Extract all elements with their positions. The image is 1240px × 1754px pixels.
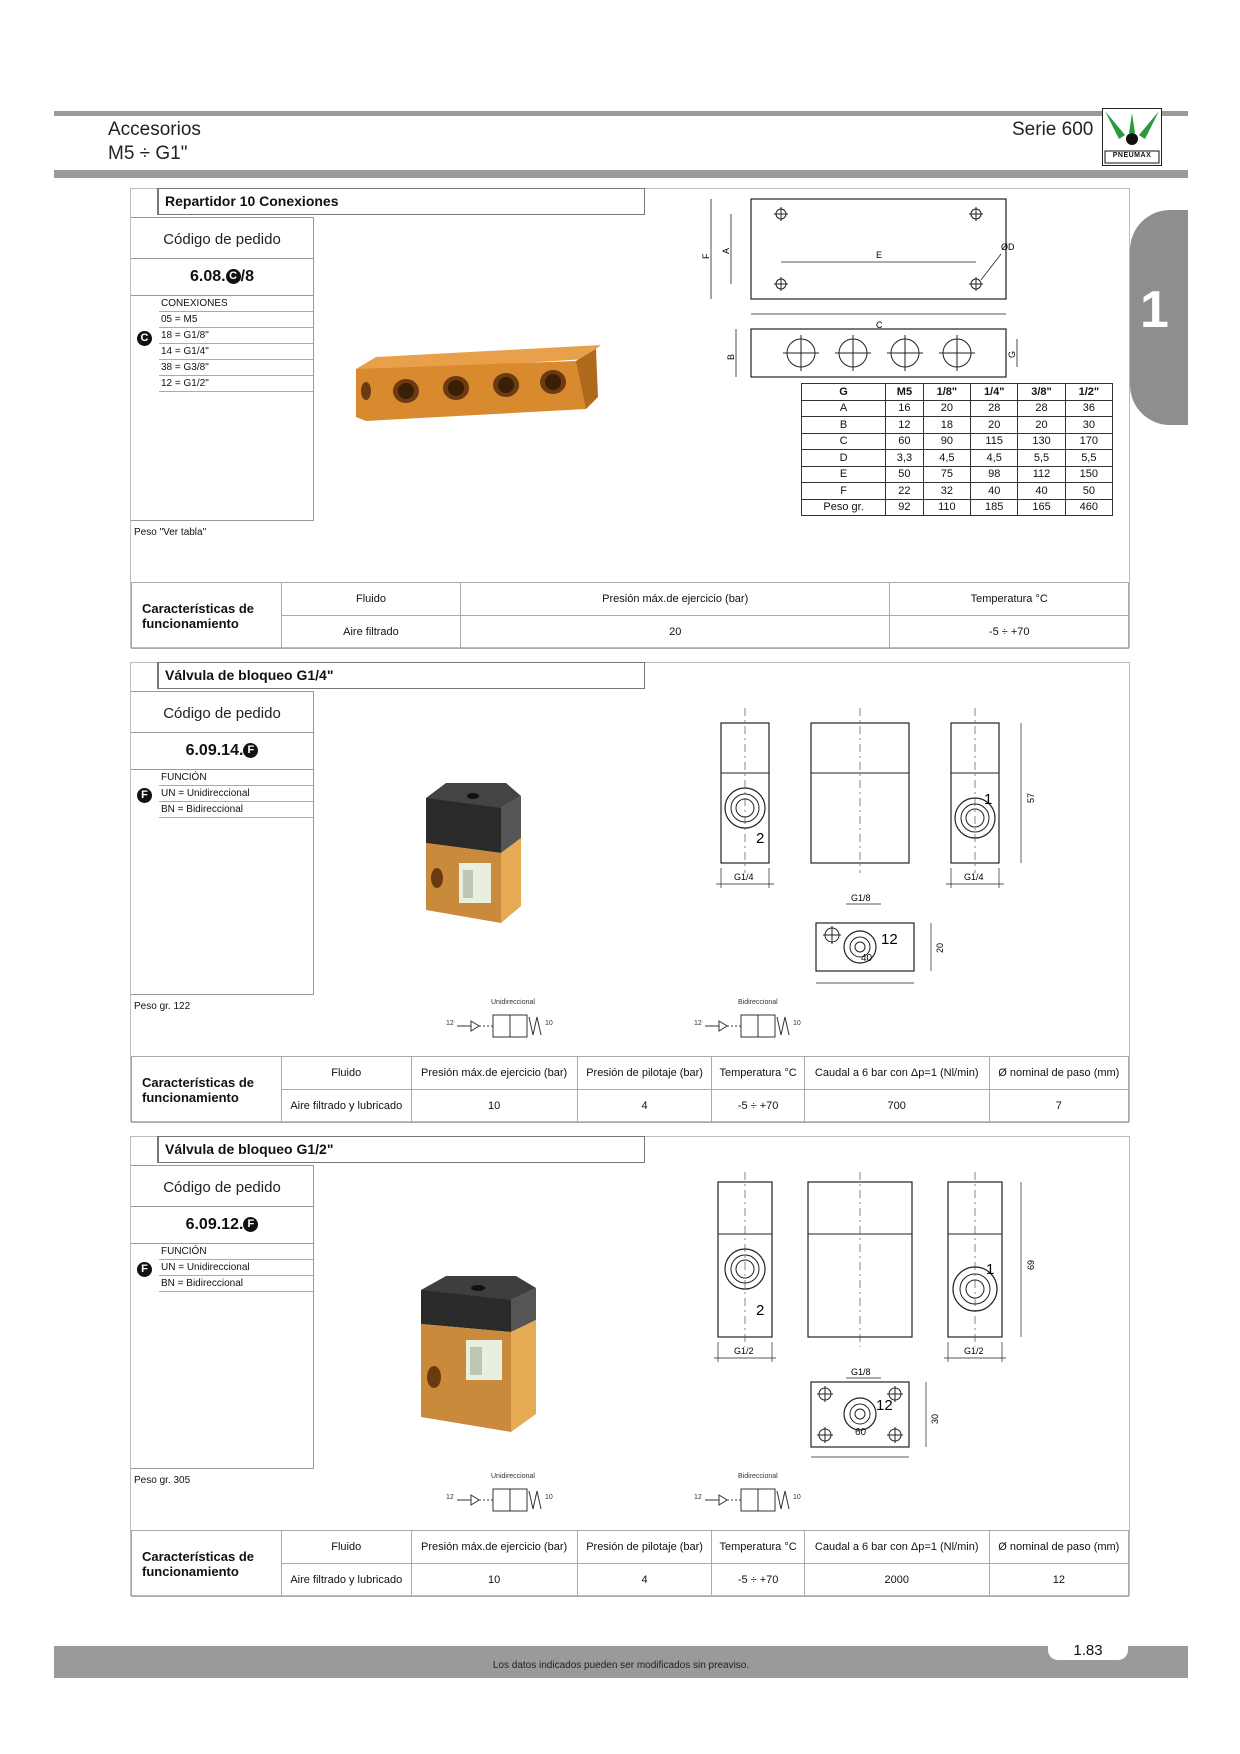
port-1-label: 1 xyxy=(984,791,993,808)
schematic-bidirectional xyxy=(689,1485,799,1515)
schematic-port-10: 10 xyxy=(793,1494,801,1501)
table-header: Ø nominal de paso (mm) xyxy=(989,1531,1128,1564)
characteristics-label: Características de funcionamiento xyxy=(132,1531,282,1597)
table-cell: Aire filtrado y lubricado xyxy=(282,1090,412,1123)
dimensions-table xyxy=(801,383,1113,516)
schematic-label-uni: Unidireccional xyxy=(491,999,535,1006)
table-cell: 36 xyxy=(1065,400,1112,417)
schematic-port-10: 10 xyxy=(545,1020,553,1027)
order-code-label: Código de pedido xyxy=(131,692,313,733)
table-cell: 7 xyxy=(989,1090,1128,1123)
table-cell: 12 xyxy=(989,1564,1128,1597)
manifold-front-drawing xyxy=(701,324,1021,384)
weight-note: Peso "Ver tabla" xyxy=(134,527,207,538)
characteristics-label: Características de funcionamiento xyxy=(132,1057,282,1123)
table-header: Caudal a 6 bar con Δp=1 (Nl/min) xyxy=(804,1057,989,1090)
table-row xyxy=(132,583,1129,616)
table-cell: 115 xyxy=(971,433,1018,450)
table-cell: 4,5 xyxy=(923,450,970,467)
table-cell: 460 xyxy=(1065,499,1112,516)
table-cell: 30 xyxy=(1065,417,1112,434)
table-cell: Peso gr. xyxy=(802,499,886,516)
table-row xyxy=(802,499,1113,516)
table-cell: 170 xyxy=(1065,433,1112,450)
table-cell: 700 xyxy=(804,1090,989,1123)
schematic-port-12: 12 xyxy=(694,1020,702,1027)
table-cell: 90 xyxy=(923,433,970,450)
section-valve-g12 xyxy=(130,1136,1130,1596)
port-right-label: G1/2 xyxy=(964,1346,984,1356)
table-cell: 92 xyxy=(886,499,924,516)
list-item: 38 = G3/8" xyxy=(159,360,313,376)
table-row xyxy=(132,1564,1129,1597)
dim-D: ØD xyxy=(1001,242,1015,252)
schematic-unidirectional xyxy=(441,1485,551,1515)
table-cell: A xyxy=(802,400,886,417)
table-header-row xyxy=(802,384,1113,401)
port-1-label: 1 xyxy=(986,1261,995,1278)
table-cell: B xyxy=(802,417,886,434)
table-cell: Aire filtrado xyxy=(282,616,461,649)
table-cell: -5 ÷ +70 xyxy=(712,1564,804,1597)
order-code xyxy=(131,1207,313,1244)
table-cell: 5,5 xyxy=(1018,450,1065,467)
height-dim: 69 xyxy=(1026,1259,1036,1270)
code-badge: F xyxy=(243,1217,258,1232)
schematic-label-uni: Unidireccional xyxy=(491,1473,535,1480)
table-header: Presión máx.de ejercicio (bar) xyxy=(411,1531,577,1564)
table-cell: 16 xyxy=(886,400,924,417)
valve-drawing xyxy=(706,1162,1051,1462)
table-header: M5 xyxy=(886,384,924,401)
list-item: UN = Unidireccional xyxy=(159,786,313,802)
table-cell: 22 xyxy=(886,483,924,500)
table-cell: 4,5 xyxy=(971,450,1018,467)
width-dim: 40 xyxy=(861,953,873,964)
list-item: 12 = G1/2" xyxy=(159,376,313,392)
table-header: Fluido xyxy=(282,1057,412,1090)
list-item: UN = Unidireccional xyxy=(159,1260,313,1276)
logo-text: PNEUMAX xyxy=(1112,152,1152,159)
pneumax-logo xyxy=(1102,108,1162,166)
table-row xyxy=(802,466,1113,483)
table-cell: 98 xyxy=(971,466,1018,483)
table-row xyxy=(132,1057,1129,1090)
table-row xyxy=(802,417,1113,434)
table-cell: 18 xyxy=(923,417,970,434)
characteristics-table xyxy=(131,1530,1129,1597)
table-cell: 12 xyxy=(886,417,924,434)
order-code-box xyxy=(131,691,314,995)
schematic-bidirectional xyxy=(689,1011,799,1041)
option-heading: FUNCIÓN xyxy=(159,1244,313,1260)
characteristics-table xyxy=(131,582,1129,649)
weight-note: Peso gr. 122 xyxy=(134,1001,191,1012)
table-header: Presión de pilotaje (bar) xyxy=(577,1531,712,1564)
order-code xyxy=(131,733,313,770)
table-cell: 32 xyxy=(923,483,970,500)
table-header: Temperatura °C xyxy=(712,1057,804,1090)
footer-note: Los datos indicados pueden ser modificados sin preaviso. xyxy=(492,1660,750,1671)
list-item: 18 = G1/8" xyxy=(159,328,313,344)
table-row xyxy=(132,1531,1129,1564)
table-header: Presión máx.de ejercicio (bar) xyxy=(460,583,889,616)
table-cell: Aire filtrado y lubricado xyxy=(282,1564,412,1597)
schematic-port-10: 10 xyxy=(793,1020,801,1027)
table-cell: -5 ÷ +70 xyxy=(712,1090,804,1123)
table-cell: D xyxy=(802,450,886,467)
section-valve-g14 xyxy=(130,662,1130,1122)
order-code-box xyxy=(131,1165,314,1469)
table-header: Fluido xyxy=(282,583,461,616)
table-cell: 185 xyxy=(971,499,1018,516)
table-row xyxy=(132,1090,1129,1123)
height-dim: 57 xyxy=(1026,792,1036,803)
table-header: Ø nominal de paso (mm) xyxy=(989,1057,1128,1090)
table-header: 1/8" xyxy=(923,384,970,401)
table-header: Presión de pilotaje (bar) xyxy=(577,1057,712,1090)
top-port-label: G1/8 xyxy=(851,1367,871,1377)
schematic-label-bi: Bidireccional xyxy=(738,1473,778,1480)
port-left-label: G1/4 xyxy=(734,872,754,882)
order-code-box xyxy=(131,217,314,521)
table-row xyxy=(802,400,1113,417)
section-title: Válvula de bloqueo G1/2" xyxy=(157,1136,645,1163)
section-distributor xyxy=(130,188,1130,648)
table-header: 3/8" xyxy=(1018,384,1065,401)
width-dim: 60 xyxy=(855,1427,867,1438)
table-cell: 5,5 xyxy=(1065,450,1112,467)
chapter-tab-number: 1 xyxy=(1140,281,1169,339)
height2-dim: 20 xyxy=(935,942,945,953)
dim-C: C xyxy=(876,320,883,330)
options-badge: F xyxy=(137,788,152,803)
table-cell: 4 xyxy=(577,1090,712,1123)
table-header: Presión máx.de ejercicio (bar) xyxy=(411,1057,577,1090)
schematic-port-10: 10 xyxy=(545,1494,553,1501)
dim-G: G xyxy=(1007,350,1017,358)
table-cell: 60 xyxy=(886,433,924,450)
table-header: G xyxy=(802,384,886,401)
port-12-label: 12 xyxy=(881,931,898,948)
table-cell: F xyxy=(802,483,886,500)
table-cell: 40 xyxy=(971,483,1018,500)
characteristics-table xyxy=(131,1056,1129,1123)
table-header: 1/4" xyxy=(971,384,1018,401)
code-suffix: /8 xyxy=(240,268,254,285)
table-cell: 110 xyxy=(923,499,970,516)
schematic-label-bi: Bidireccional xyxy=(738,999,778,1006)
page-subtitle: M5 ÷ G1" xyxy=(108,143,188,164)
schematic-port-12: 12 xyxy=(694,1494,702,1501)
list-item: BN = Bidireccional xyxy=(159,1276,313,1292)
port-left-label: G1/2 xyxy=(734,1346,754,1356)
table-cell: 20 xyxy=(923,400,970,417)
table-row xyxy=(802,483,1113,500)
schematic-unidirectional xyxy=(441,1011,551,1041)
table-cell: E xyxy=(802,466,886,483)
order-code-label: Código de pedido xyxy=(131,1166,313,1207)
table-header: Caudal a 6 bar con Δp=1 (Nl/min) xyxy=(804,1531,989,1564)
table-row xyxy=(802,450,1113,467)
header-top-rule xyxy=(54,111,1188,116)
dim-B: B xyxy=(726,353,736,360)
table-header: Temperatura °C xyxy=(890,583,1129,616)
code-badge: F xyxy=(243,743,258,758)
code-prefix: 6.09.14. xyxy=(185,742,244,759)
schematic-port-12: 12 xyxy=(446,1020,454,1027)
table-cell: 75 xyxy=(923,466,970,483)
order-code-label: Código de pedido xyxy=(131,218,313,259)
port-2-label: 2 xyxy=(756,1302,765,1319)
list-item: BN = Bidireccional xyxy=(159,802,313,818)
code-prefix: 6.08. xyxy=(190,268,226,285)
weight-note: Peso gr. 305 xyxy=(134,1475,191,1486)
code-prefix: 6.09.12. xyxy=(185,1216,244,1233)
table-cell: 130 xyxy=(1018,433,1065,450)
option-heading: CONEXIONES xyxy=(159,296,313,312)
code-badge: C xyxy=(226,269,241,284)
dim-F: F xyxy=(701,253,711,259)
table-cell: 3,3 xyxy=(886,450,924,467)
header-bottom-rule xyxy=(54,170,1188,178)
table-cell: -5 ÷ +70 xyxy=(890,616,1129,649)
table-cell: 40 xyxy=(1018,483,1065,500)
options-list xyxy=(159,296,313,392)
valve-drawing xyxy=(706,688,1051,988)
top-port-label: G1/8 xyxy=(851,893,871,903)
list-item: 05 = M5 xyxy=(159,312,313,328)
valve-photo xyxy=(416,1272,546,1437)
option-heading: FUNCIÓN xyxy=(159,770,313,786)
port-2-label: 2 xyxy=(756,830,765,847)
table-header: Fluido xyxy=(282,1531,412,1564)
table-row xyxy=(132,616,1129,649)
table-cell: 50 xyxy=(1065,483,1112,500)
table-header: 1/2" xyxy=(1065,384,1112,401)
dim-A: A xyxy=(721,247,731,254)
port-right-label: G1/4 xyxy=(964,872,984,882)
port-12-label: 12 xyxy=(876,1397,893,1414)
table-cell: 112 xyxy=(1018,466,1065,483)
table-cell: C xyxy=(802,433,886,450)
table-cell: 150 xyxy=(1065,466,1112,483)
section-title: Válvula de bloqueo G1/4" xyxy=(157,662,645,689)
valve-photo xyxy=(421,778,531,928)
table-cell: 20 xyxy=(1018,417,1065,434)
table-header: Temperatura °C xyxy=(712,1531,804,1564)
page-number: 1.83 xyxy=(1073,1642,1103,1659)
order-code xyxy=(131,259,313,296)
options-badge: C xyxy=(137,331,152,346)
manifold-photo xyxy=(346,339,606,449)
options-list xyxy=(159,770,313,818)
table-cell: 4 xyxy=(577,1564,712,1597)
table-cell: 165 xyxy=(1018,499,1065,516)
page-title: Accesorios xyxy=(108,119,201,140)
height2-dim: 30 xyxy=(930,1413,940,1424)
section-title: Repartidor 10 Conexiones xyxy=(157,188,645,215)
table-cell: 20 xyxy=(971,417,1018,434)
table-row xyxy=(802,433,1113,450)
schematic-port-12: 12 xyxy=(446,1494,454,1501)
table-cell: 10 xyxy=(411,1090,577,1123)
list-item: 14 = G1/4" xyxy=(159,344,313,360)
table-cell: 28 xyxy=(971,400,1018,417)
options-list xyxy=(159,1244,313,1292)
options-badge: F xyxy=(137,1262,152,1277)
table-cell: 28 xyxy=(1018,400,1065,417)
table-cell: 10 xyxy=(411,1564,577,1597)
characteristics-label: Características de funcionamiento xyxy=(132,583,282,649)
table-cell: 20 xyxy=(460,616,889,649)
series-label: Serie 600 xyxy=(1012,119,1094,140)
table-cell: 2000 xyxy=(804,1564,989,1597)
table-cell: 50 xyxy=(886,466,924,483)
dim-E: E xyxy=(876,250,883,260)
